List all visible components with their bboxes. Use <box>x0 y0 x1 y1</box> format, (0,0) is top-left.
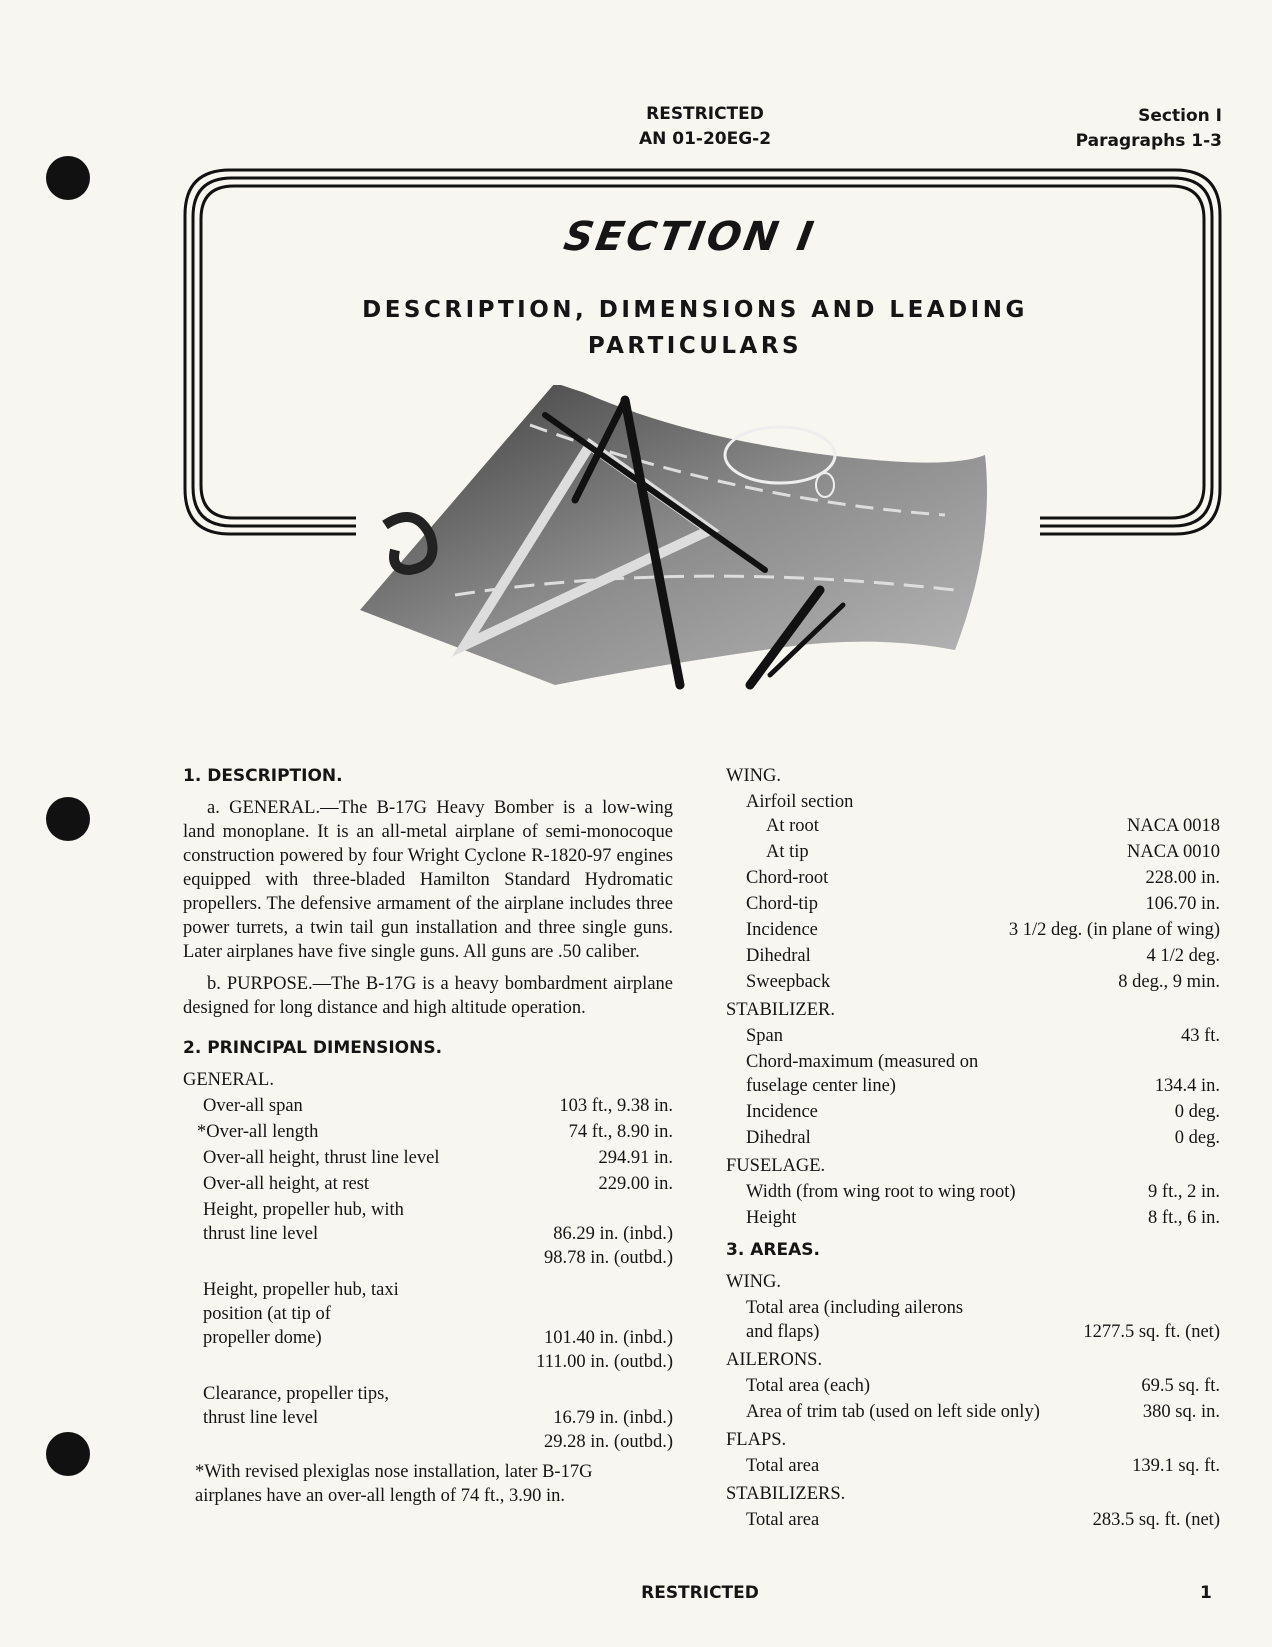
spec-label: Total area <box>746 1456 820 1476</box>
spec-label: Chord-maximum (measured on fuselage center line) <box>746 1052 979 1096</box>
spec-value: 139.1 sq. ft. <box>1132 1456 1220 1476</box>
spec-label: Total area (each) <box>746 1376 870 1396</box>
spec-value: 3 1/2 deg. (in plane of wing) <box>1008 920 1220 940</box>
spec-row <box>726 1508 1220 1532</box>
spec-label: Dihedral <box>746 1128 811 1148</box>
spec-label: Total area <box>746 1510 820 1530</box>
drafting-illustration <box>355 385 1035 725</box>
spec-value: 134.4 in. <box>1154 1076 1220 1096</box>
dimension-row <box>183 1382 673 1454</box>
spec-value: 8 ft., 6 in. <box>1148 1208 1220 1228</box>
dimension-row <box>183 1172 673 1196</box>
spec-label: Area of trim tab (used on left side only) <box>746 1402 1040 1422</box>
spec-value: 69.5 sq. ft. <box>1141 1376 1220 1396</box>
dimension-row <box>183 1146 673 1170</box>
header-section-ref: Section I <box>1138 106 1222 126</box>
spec-row <box>726 1050 1220 1098</box>
description-general: a. GENERAL.—The B-17G Heavy Bomber is a low-wing land monoplane. It is an all-metal airplane of semi-monocoque construction powered by four Wright Cyclone R-1820-97 engines equipped with three-bladed Hamilton Standard Hydromatic propellers. The defensive armament of the airplane includes three power turrets, a twin tail gun installation and three single guns. Later airplanes have five single guns. All guns are .50 caliber. <box>183 798 673 962</box>
dimensions-general-label: GENERAL. <box>183 1070 274 1090</box>
ailerons-label: AILERONS. <box>726 1350 823 1370</box>
dimension-value: 103 ft., 9.38 in. <box>559 1096 673 1116</box>
spec-value: 106.70 in. <box>1145 894 1220 914</box>
spec-label: Sweepback <box>746 972 831 992</box>
description-purpose: b. PURPOSE.—The B-17G is a heavy bombardment airplane designed for long distance and high altitude operation. <box>183 974 673 1018</box>
spec-row <box>726 866 1220 890</box>
stabilizer-label: STABILIZER. <box>726 1000 835 1020</box>
spec-row <box>726 1100 1220 1124</box>
dimension-row <box>183 1094 673 1118</box>
spec-label: Chord-tip <box>746 894 818 914</box>
dimension-value: 229.00 in. <box>598 1174 673 1194</box>
binder-hole-bottom <box>46 1432 90 1476</box>
left-column <box>183 764 673 1508</box>
spec-label: Total area (including ailerons and flaps) <box>746 1298 964 1342</box>
spec-row <box>726 1400 1220 1424</box>
spec-row <box>726 1296 1220 1344</box>
wing-label: WING. <box>726 766 781 786</box>
dimension-row <box>183 1198 673 1270</box>
spec-label: Chord-root <box>746 868 829 888</box>
spec-value: 228.00 in. <box>1145 868 1220 888</box>
spec-row <box>726 1374 1220 1398</box>
spec-value: 43 ft. <box>1180 1026 1220 1046</box>
spec-label: At root <box>766 816 819 836</box>
binder-hole-middle <box>46 797 90 841</box>
spec-label: Incidence <box>746 920 818 940</box>
length-footnote: *With revised plexiglas nose installation, later B-17G airplanes have an over-all length of 74 ft., 3.90 in. <box>195 1462 593 1506</box>
dimension-value: 74 ft., 8.90 in. <box>568 1122 673 1142</box>
spec-row <box>726 1126 1220 1150</box>
spec-value: 0 deg. <box>1174 1102 1220 1122</box>
spec-label: At tip <box>766 842 809 862</box>
dimensions-heading: 2. PRINCIPAL DIMENSIONS. <box>183 1038 443 1058</box>
dimension-label: Clearance, propeller tips, thrust line level <box>203 1384 389 1428</box>
fuselage-label: FUSELAGE. <box>726 1156 826 1176</box>
spec-label: Dihedral <box>746 946 811 966</box>
dimension-value: 294.91 in. <box>598 1148 673 1168</box>
spec-row <box>726 970 1220 994</box>
airfoil-section-label: Airfoil section <box>746 792 854 812</box>
dimension-label: *Over-all length <box>197 1122 319 1142</box>
spec-row <box>726 1024 1220 1048</box>
spec-row <box>726 814 1220 838</box>
dimension-label: Over-all height, at rest <box>203 1174 370 1194</box>
spec-value: 283.5 sq. ft. (net) <box>1092 1510 1220 1530</box>
dimension-value: 86.29 in. (inbd.) 98.78 in. (outbd.) <box>544 1224 673 1268</box>
spec-row <box>726 840 1220 864</box>
stabilizers-label: STABILIZERS. <box>726 1484 846 1504</box>
spec-row <box>726 944 1220 968</box>
spec-value: 9 ft., 2 in. <box>1148 1182 1220 1202</box>
spec-value: 1277.5 sq. ft. (net) <box>1083 1322 1220 1342</box>
spec-label: Height <box>746 1208 797 1228</box>
spec-value: 8 deg., 9 min. <box>1118 972 1220 992</box>
spec-label: Incidence <box>746 1102 818 1122</box>
spec-value: 4 1/2 deg. <box>1146 946 1220 966</box>
header-paragraphs-ref: Paragraphs 1-3 <box>1075 131 1222 151</box>
spec-row <box>726 1206 1220 1230</box>
dimension-value: 16.79 in. (inbd.) 29.28 in. (outbd.) <box>544 1408 673 1452</box>
dimension-label: Over-all height, thrust line level <box>203 1148 440 1168</box>
spec-value: NACA 0010 <box>1126 842 1220 862</box>
areas-heading: 3. AREAS. <box>726 1240 820 1260</box>
areas-wing-label: WING. <box>726 1272 781 1292</box>
spec-value: 0 deg. <box>1174 1128 1220 1148</box>
dimension-row <box>183 1120 673 1144</box>
spec-row <box>726 892 1220 916</box>
spec-row <box>726 1454 1220 1478</box>
dimension-label: Over-all span <box>203 1096 303 1116</box>
spec-label: Span <box>746 1026 783 1046</box>
dimension-row <box>183 1278 673 1374</box>
header-classification: RESTRICTED <box>646 104 764 124</box>
description-heading: 1. DESCRIPTION. <box>183 766 343 786</box>
dimension-label: Height, propeller hub, with thrust line level <box>203 1200 404 1244</box>
spec-row <box>726 1180 1220 1204</box>
dimension-value: 101.40 in. (inbd.) 111.00 in. (outbd.) <box>536 1328 673 1372</box>
section-title: SECTION I <box>560 214 820 260</box>
spec-value: 380 sq. in. <box>1142 1402 1220 1422</box>
header-document-number: AN 01-20EG-2 <box>638 129 772 149</box>
flaps-label: FLAPS. <box>726 1430 787 1450</box>
spec-label: Width (from wing root to wing root) <box>746 1182 1016 1202</box>
spec-row <box>726 918 1220 942</box>
section-subtitle: DESCRIPTION, DIMENSIONS AND LEADING PARTICULARS <box>362 297 1028 359</box>
footer-classification: RESTRICTED <box>641 1583 759 1603</box>
dimension-label: Height, propeller hub, taxi position (at tip of propeller dome) <box>203 1280 399 1348</box>
page-number: 1 <box>1200 1583 1212 1603</box>
right-column <box>726 764 1220 1534</box>
spec-value: NACA 0018 <box>1126 816 1220 836</box>
